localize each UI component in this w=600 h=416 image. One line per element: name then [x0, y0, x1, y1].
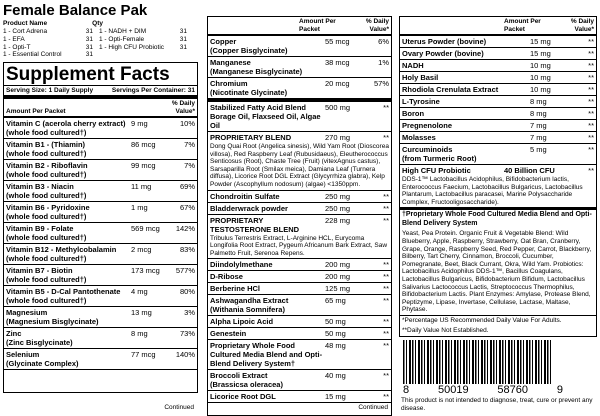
- nutrient-cell: [210, 37, 325, 55]
- nutrient-cell: [210, 341, 325, 368]
- nutrient-name: Genestein: [210, 329, 247, 339]
- prop-dv: **: [383, 133, 389, 142]
- nutrient-dv: 142%: [175, 224, 195, 234]
- nutrient-name: Rhodiola Crenulata Extract: [402, 85, 499, 94]
- nutrient-amount: 569 mcg: [131, 224, 160, 234]
- nutrient-dv: **: [588, 37, 594, 46]
- product-name: 1 - High CFU Probiotic: [99, 43, 165, 51]
- continued-label-2: Continued: [358, 404, 388, 411]
- product-name: 1 - Opti-T: [3, 43, 31, 51]
- nutrient-amount: 2 mcg: [131, 245, 152, 255]
- nutrient-dv: 73%: [179, 329, 195, 339]
- nutrient-source: (whole food cultured†): [6, 275, 87, 285]
- nutrient-amount: 65 mg: [325, 296, 346, 306]
- nutrient-amount: 125 mg: [325, 284, 351, 294]
- nutrient-cell: [402, 61, 530, 70]
- nutrient-name: Molasses: [402, 133, 436, 142]
- nutrient-dv: 7%: [184, 140, 195, 150]
- column-2: [207, 0, 392, 416]
- facts-row: [208, 340, 391, 370]
- product-name: 1 - Essential Control: [3, 51, 62, 59]
- nutrient-amount: 10 mg: [530, 73, 551, 82]
- nutrient-cell: [6, 245, 131, 263]
- facts-row: [208, 328, 391, 340]
- nutrient-dv: **: [588, 61, 594, 70]
- nutrient-cell: [210, 260, 325, 269]
- barcode-digit-2: 50019: [437, 384, 469, 397]
- nutrient-source: (from Turmeric Root): [402, 154, 477, 163]
- nutrient-amount: 8 mg: [530, 109, 547, 118]
- nutrient-amount: 10 mg: [530, 61, 551, 70]
- proprietary-blend-text: Dong Quai Root (Angelica sinesis), Wild Yam Root (Dioscorea villosa), Red Raspberry Leaf (Rubusidaeus), Eleutherococcus Senticosus (Root), Chaste Tree (Fruit) (vitexAgnus castus), Sarsaparilla Root (Smilax meica), Damiana Leaf (Turnera diffusa), Licorice Root DGL Extract (Glycyrrhiza glabra), Kelp Powder (Ascophyllum nodosum) (algae) <1350ppm.: [208, 142, 391, 191]
- nutrient-amount: 20 mcg: [325, 79, 350, 88]
- supplement-facts-panel-3: [399, 16, 597, 337]
- nutrient-amount: 200 mg: [325, 260, 351, 270]
- nutrient-name: Chromium: [210, 79, 248, 88]
- column-3: [399, 0, 597, 413]
- nutrient-name: L-Tyrosine: [402, 97, 440, 106]
- nutrient-cell: [6, 350, 131, 368]
- barcode-digit-1: 8: [403, 384, 410, 397]
- nutrient-amount: 200 mg: [325, 272, 351, 282]
- facts-row: [208, 259, 391, 271]
- facts-row: [208, 283, 391, 295]
- nutrient-cell: [6, 287, 131, 305]
- nutrient-cell: [6, 308, 131, 326]
- facts-row: [400, 132, 596, 144]
- facts-rows-col3: [400, 36, 596, 165]
- nutrient-source: (whole food cultured†): [6, 212, 87, 222]
- nutrient-dv: **: [383, 272, 389, 282]
- supplement-facts-panel-2: [207, 16, 392, 416]
- test-dv: **: [383, 215, 389, 225]
- nutrient-dv: **: [588, 49, 594, 58]
- facts-row: [400, 60, 596, 72]
- product-qty: 31: [179, 28, 187, 35]
- facts-row: [4, 286, 197, 307]
- nutrient-amount: 15 mg: [530, 37, 551, 46]
- amount-header-2: Amount Per Packet: [299, 18, 336, 33]
- serving-info: [4, 86, 197, 99]
- facts-row: [400, 36, 596, 48]
- nutrient-cell: [6, 266, 131, 284]
- nutrient-cell: [6, 140, 131, 158]
- nutrient-dv: 3%: [184, 308, 195, 318]
- nutrient-cell: [6, 203, 131, 221]
- nutrient-amount: 13 mg: [131, 308, 152, 318]
- nutrient-name: Vitamin B1 - (Thiamin): [6, 140, 86, 150]
- nutrient-dv: 577%: [175, 266, 195, 276]
- nutrient-name: Manganese: [210, 58, 251, 67]
- facts-row: [400, 84, 596, 96]
- facts-rows-col1: [4, 118, 197, 370]
- nutrient-amount: 86 mcg: [131, 140, 156, 150]
- nutrient-amount: 55 mcg: [325, 37, 350, 46]
- nutrient-name: Curcuminoids: [402, 145, 453, 154]
- nutrient-dv: **: [383, 296, 389, 306]
- facts-row: [4, 265, 197, 286]
- nutrient-source: (whole food cultured†): [6, 191, 87, 201]
- nutrient-cell: [402, 133, 530, 142]
- facts-row: [4, 118, 197, 139]
- nutrient-cell: [402, 145, 530, 163]
- nutrient-name: Zinc: [6, 329, 22, 339]
- nutrient-cell: [210, 371, 325, 389]
- column-1: [3, 0, 198, 411]
- nutrient-amount: 4 mg: [131, 287, 148, 297]
- nutrient-amount: 38 mcg: [325, 58, 350, 67]
- nutrient-name: Diindolylmethane: [210, 260, 273, 270]
- nutrient-amount: 40 mg: [325, 371, 346, 381]
- nutrient-name: Bladderwrack powder: [210, 203, 288, 213]
- nutrient-amount: 7 mg: [530, 121, 547, 130]
- whole-food-text: Yeast, Pea Protein. Organic Fruit & Vegetable Blend: Wild Blueberry, Apple, Raspberry, Strawberry, Oat Bran, Cranberry, Grape, Orange, Raspberry Seed, Red Pepper, Carrot, Blackberry, Bilberry, Tart Cherry, Cinnamon, Broccoli, Cucumber, Pomegranate, Beet, Black Currant, Okra, Wild Yam. Probiotics: Lactobacillus Acidophilus DDS-1™, Bacillus Coagulans, Lactobacillus Bulgaricus, Bifidobacterium Bifidum, Lactobacillus Salivarius Lactococcus Lactis, Streptococcus Thermophilus, Bifidobacterium Lactis. Plant Enzymes: Amylase, Protease Blend, Peptizyme, Lipase, Invertase, Cellulase, Lactase, Maltase, Phytase.: [400, 229, 596, 316]
- supplement-facts-title: Supplement Facts: [4, 63, 197, 86]
- nutrient-cell: [210, 79, 325, 97]
- nutrient-amount: 11 mg: [131, 182, 152, 192]
- nutrient-name: Broccoli Extract: [210, 371, 268, 381]
- facts-row: [4, 139, 197, 160]
- footnote-not-established: **Daily Value Not Established.: [402, 326, 489, 334]
- nutrient-name: Boron: [402, 109, 425, 118]
- product-list: [3, 28, 198, 59]
- nutrient-source: (whole food cultured†): [6, 233, 87, 243]
- facts-row: [4, 181, 197, 202]
- facts-row: [400, 108, 596, 120]
- stab-name: Stabilized Fatty Acid Blend: [210, 103, 306, 112]
- facts-row: [4, 349, 197, 370]
- nutrient-amount: 5 mg: [530, 145, 547, 154]
- nutrient-dv: **: [588, 121, 594, 130]
- nutrient-name: Vitamin C (acerola cherry extract): [6, 119, 126, 129]
- nutrient-amount: 8 mg: [530, 97, 547, 106]
- facts-row: [4, 328, 197, 349]
- facts-header: [4, 99, 197, 118]
- nutrient-source: (Glycinate Complex): [6, 359, 79, 369]
- nutrient-amount: 7 mg: [530, 133, 547, 142]
- nutrient-dv: 7%: [184, 161, 195, 171]
- nutrient-amount: 9 mg: [131, 119, 148, 129]
- nutrient-name: Vitamin B9 - Folate: [6, 224, 74, 234]
- nutrient-dv: **: [588, 85, 594, 94]
- probiotic-row: [400, 165, 596, 175]
- nutrient-cell: [402, 121, 530, 130]
- nutrient-name: D-Ribose: [210, 272, 243, 282]
- nutrient-source: (whole food cultured†): [6, 170, 87, 180]
- nutrient-dv: **: [383, 392, 389, 402]
- product-name-header: Product Name: [3, 20, 48, 27]
- nutrient-name: Uterus Powder (bovine): [402, 37, 487, 46]
- nutrient-name: Copper: [210, 37, 237, 46]
- cfu-name: High CFU Probiotic: [402, 166, 471, 175]
- facts-row: [4, 160, 197, 181]
- prop-value: 270 mg: [325, 133, 351, 142]
- nutrient-source: (Zinc Bisglycinate): [6, 338, 73, 348]
- nutrient-source: (whole food cultured†): [6, 128, 87, 138]
- barcode-number: [403, 384, 563, 396]
- product-qty: 31: [85, 35, 93, 43]
- nutrient-dv: **: [383, 191, 389, 201]
- nutrient-amount: 15 mg: [530, 49, 551, 58]
- nutrient-dv: **: [588, 133, 594, 142]
- whole-food-title: †Proprietary Whole Food Cultured Media Blend and Opti-Blend Delivery System: [402, 211, 592, 227]
- nutrient-dv: **: [383, 284, 389, 294]
- facts-row: [208, 191, 391, 203]
- nutrient-name: Ashwagandha Extract: [210, 296, 289, 306]
- dv-header-2: % Daily Value*: [365, 18, 389, 33]
- proprietary-blend-row: [208, 132, 391, 142]
- product-qty: 31: [179, 43, 187, 51]
- nutrient-name: Vitamin B7 - Biotin: [6, 266, 73, 276]
- nutrient-dv: **: [383, 203, 389, 213]
- nutrient-name: Ovary Powder (bovine): [402, 49, 484, 58]
- nutrient-name: NADH: [402, 61, 424, 70]
- nutrient-amount: 15 mg: [325, 392, 346, 402]
- nutrient-name: Chondroitin Sulfate: [210, 191, 280, 201]
- facts-row: [400, 120, 596, 132]
- product-qty: [171, 51, 187, 59]
- nutrient-cell: [402, 85, 530, 94]
- nutrient-cell: [210, 317, 325, 326]
- nutrient-amount: 50 mg: [325, 317, 346, 327]
- facts-row: [208, 203, 391, 215]
- facts-row: [4, 307, 197, 328]
- nutrient-cell: [210, 284, 325, 293]
- nutrient-cell: [402, 109, 530, 118]
- facts-rows-col2-mid: [208, 191, 391, 215]
- nutrient-dv: 80%: [179, 287, 195, 297]
- nutrient-amount: 50 mg: [325, 329, 346, 339]
- facts-row: [208, 316, 391, 328]
- nutrient-source: (Copper Bisglycinate): [210, 46, 288, 55]
- nutrient-amount: 48 mg: [325, 341, 346, 351]
- nutrient-source: (Manganese Bisglycinate): [210, 67, 303, 76]
- nutrient-dv: 67%: [179, 203, 195, 213]
- nutrient-dv: **: [588, 73, 594, 82]
- facts-row: [400, 96, 596, 108]
- nutrient-name: Vitamin B5 - D-Cal Pantothenate: [6, 287, 121, 297]
- test-name: PROPRIETARY TESTOSTERONE BLEND: [210, 215, 300, 234]
- nutrient-cell: [6, 119, 131, 137]
- footnote-dv: *Percentage US Recommended Daily Value For Adults.: [402, 316, 562, 324]
- product-name: [99, 51, 171, 59]
- nutrient-dv: 6%: [378, 37, 389, 46]
- qty-header: Qty: [92, 20, 103, 27]
- nutrient-source: (whole food cultured†): [6, 149, 87, 159]
- product-name: 1 - Cort Adrena: [3, 28, 48, 35]
- nutrient-dv: **: [383, 371, 389, 381]
- nutrient-amount: 250 mg: [325, 191, 351, 201]
- product-list-row: [3, 36, 198, 44]
- nutrient-name: Alpha Lipoic Acid: [210, 317, 274, 327]
- stabilized-fatty-acid-row: [208, 99, 391, 132]
- stab-sub: Borage Oil, Flaxseed Oil, Algae Oil: [210, 112, 321, 130]
- servings-per-container: Servings Per Container: 31: [111, 87, 195, 95]
- nutrient-dv: **: [383, 260, 389, 270]
- product-qty: 31: [179, 35, 187, 43]
- nutrient-dv: 140%: [175, 350, 195, 360]
- barcode-digit-3: 58760: [497, 384, 528, 397]
- facts-row: [4, 223, 197, 244]
- nutrient-name: Vitamin B2 - Riboflavin: [6, 161, 88, 171]
- nutrient-cell: [210, 392, 325, 401]
- nutrient-source: (Brassicsa oleracea): [210, 380, 283, 390]
- nutrient-cell: [210, 296, 325, 314]
- facts-row: [400, 48, 596, 60]
- product-qty: 31: [85, 51, 93, 59]
- nutrient-dv: **: [588, 97, 594, 106]
- nutrient-cell: [402, 37, 530, 46]
- nutrient-dv: **: [383, 341, 389, 351]
- testosterone-blend-text: Tribulus Terrestris Extract, L-Arginine HCL, Eurycoma Longifolia Root Extract, Pygeum Africanum Bark Extract, Saw Palmetto Fruit, Serenoa Repens.: [208, 234, 391, 260]
- serving-size: Serving Size: 1 Daily Supply: [6, 87, 94, 95]
- nutrient-dv: 57%: [373, 79, 389, 88]
- nutrient-source: (Magnesium Bisglycinate): [6, 317, 99, 327]
- product-qty: 31: [85, 43, 93, 51]
- nutrient-name: Vitamin B3 - Niacin: [6, 182, 74, 192]
- dv-header-3: % Daily Value*: [570, 18, 594, 33]
- nutrient-cell: [210, 58, 325, 76]
- facts-row: [208, 391, 391, 403]
- nutrient-name: Licorice Root DGL: [210, 392, 276, 402]
- nutrient-cell: [210, 272, 325, 281]
- nutrient-cell: [6, 329, 131, 347]
- nutrient-source: (whole food cultured†): [6, 254, 87, 264]
- nutrient-dv: 69%: [179, 182, 195, 192]
- nutrient-cell: [210, 329, 325, 338]
- facts-row: [208, 57, 391, 78]
- nutrient-name: Proprietary Whole Food Cultured Media Blend and Opti-Blend Delivery System†: [210, 341, 323, 369]
- nutrient-dv: **: [383, 329, 389, 339]
- facts-row: [208, 271, 391, 283]
- nutrient-cell: [402, 49, 530, 58]
- product-name: 1 - NADH + DIM: [99, 28, 147, 35]
- nutrient-dv: 10%: [179, 119, 195, 129]
- nutrient-source: (Nicotinate Glycinate): [210, 88, 288, 97]
- cfu-value: 40 Billion CFU: [504, 166, 555, 175]
- testosterone-blend-row: [208, 215, 391, 234]
- prop-name: PROPRIETARY BLEND: [210, 133, 292, 142]
- nutrient-dv: **: [383, 317, 389, 327]
- nutrient-cell: [210, 192, 325, 201]
- product-title: Female Balance Pak: [3, 2, 148, 19]
- nutrient-amount: 10 mg: [530, 85, 551, 94]
- nutrient-amount: 99 mcg: [131, 161, 156, 171]
- product-list-row: [3, 44, 198, 52]
- nutrient-dv: 1%: [378, 58, 389, 67]
- nutrient-amount: 1 mg: [131, 203, 148, 213]
- stab-value: 500 mg: [325, 103, 351, 112]
- nutrient-source: (whole food cultured†): [6, 296, 87, 306]
- nutrient-cell: [210, 204, 325, 213]
- test-value: 228 mg: [325, 215, 351, 225]
- cfu-dv: **: [588, 166, 594, 175]
- nutrient-dv: 83%: [179, 245, 195, 255]
- nutrient-dv: **: [588, 109, 594, 118]
- nutrient-name: Berberine HCl: [210, 284, 261, 294]
- nutrient-name: Selenium: [6, 350, 40, 360]
- barcode-image: [403, 340, 553, 384]
- amount-header-3: Amount Per Packet: [504, 18, 541, 33]
- facts-rows-col2-top: [208, 36, 391, 99]
- facts-row: [4, 202, 197, 223]
- nutrient-name: Magnesium: [6, 308, 48, 318]
- nutrient-name: Holy Basil: [402, 73, 439, 82]
- barcode-digit-4: 9: [556, 384, 563, 397]
- nutrient-name: Pregnenolone: [402, 121, 453, 130]
- facts-row: [400, 72, 596, 84]
- facts-header-3: [400, 17, 596, 36]
- nutrient-cell: [6, 224, 131, 242]
- supplement-facts-panel: [3, 62, 198, 393]
- nutrient-cell: [6, 182, 131, 200]
- dv-header: % Daily Value*: [171, 100, 195, 115]
- probiotic-text: DDS-1™ Lactobacillus Acidophilus, Bifidobacterium lactis, Enterococcus Faecium, Lactobacillus Bulgaricus, Lactobacillus Plantarum, Lactobacillus paracasei, Marine Polysaccharide Complex, Fructooligosaccharide).: [400, 175, 596, 210]
- nutrient-name: Vitamin B12 - Methylcobalamin: [6, 245, 117, 255]
- product-name: 1 - Opti-Female: [99, 35, 145, 43]
- nutrient-dv: **: [588, 145, 594, 154]
- nutrient-cell: [402, 97, 530, 106]
- facts-row: [208, 370, 391, 391]
- nutrient-amount: 8 mg: [131, 329, 148, 339]
- product-list-header: [3, 20, 103, 28]
- nutrient-cell: [402, 73, 530, 82]
- disclaimer: This product is not intended to diagnose, treat, cure or prevent any disease.: [401, 397, 593, 412]
- product-qty: 31: [85, 28, 93, 35]
- nutrient-amount: 77 mcg: [131, 350, 156, 360]
- nutrient-amount: 173 mcg: [131, 266, 160, 276]
- facts-row: [208, 36, 391, 57]
- product-name: 1 - EFA: [3, 35, 25, 43]
- facts-row: [208, 78, 391, 99]
- facts-header-2: [208, 17, 391, 36]
- amount-header: Amount Per Packet: [6, 107, 66, 115]
- facts-row: [400, 144, 596, 165]
- facts-row: [208, 295, 391, 316]
- stab-dv: **: [383, 103, 389, 112]
- nutrient-source: (Withania Somnifera): [210, 305, 285, 315]
- facts-row: [4, 244, 197, 265]
- nutrient-amount: 250 mg: [325, 203, 351, 213]
- product-list-row: [3, 51, 198, 59]
- continued-label-1: Continued: [164, 404, 194, 411]
- facts-rows-col2-bot: [208, 259, 391, 403]
- product-list-row: [3, 28, 198, 36]
- nutrient-cell: [6, 161, 131, 179]
- nutrient-name: Vitamin B6 - Pyridoxine: [6, 203, 90, 213]
